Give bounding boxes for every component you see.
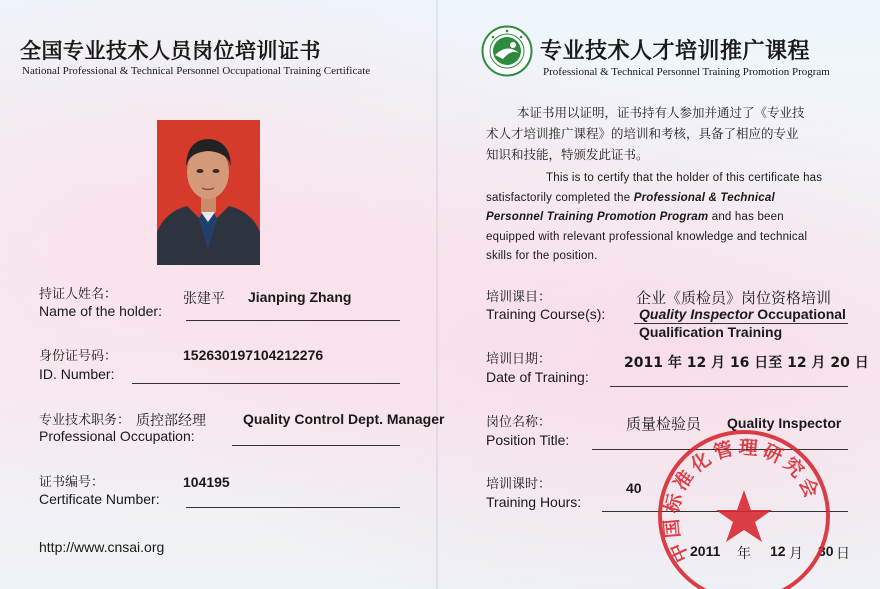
hours-label-en: Training Hours: bbox=[486, 494, 582, 510]
official-seal bbox=[654, 426, 834, 589]
hours-value: 40 bbox=[626, 480, 642, 496]
course-value-en-line-2: Qualification Training bbox=[639, 324, 783, 340]
cert-no-underline bbox=[186, 507, 400, 508]
id-label-en: ID. Number: bbox=[39, 366, 115, 382]
fold-line bbox=[436, 0, 438, 589]
id-label-cn: 身份证号码： bbox=[39, 349, 118, 364]
occupation-underline bbox=[232, 445, 400, 446]
holder-label-cn: 持证人姓名： bbox=[39, 287, 118, 302]
website-link[interactable]: http://www.cnsai.org bbox=[39, 539, 165, 555]
id-value: 152630197104212276 bbox=[183, 347, 324, 363]
hours-label-cn: 培训课时： bbox=[486, 477, 552, 492]
holder-label-en: Name of the holder: bbox=[39, 303, 162, 319]
intro-en-line-5: skills for the position. bbox=[486, 250, 598, 262]
id-underline bbox=[132, 383, 400, 384]
cert-no-value: 104195 bbox=[183, 474, 230, 490]
date-label-en: Date of Training: bbox=[486, 369, 589, 385]
intro-en-line-1: This is to certify that the holder of this certificate has bbox=[546, 172, 823, 184]
date-label-cn: 培训日期： bbox=[486, 352, 552, 367]
intro-cn-line-2: 术人才培训推广课程》的培训和考核，具备了相应的专业 bbox=[486, 126, 799, 141]
holder-underline bbox=[186, 320, 400, 321]
course-value-en-line-1 bbox=[639, 306, 846, 322]
course-label-en: Training Course(s): bbox=[486, 306, 606, 322]
holder-name-en: Jianping Zhang bbox=[248, 289, 352, 305]
intro-en-line-4: equipped with relevant professional knowledge and technical bbox=[486, 231, 808, 243]
holder-name-cn: 张建平 bbox=[183, 291, 225, 307]
occupation-label-en: Professional Occupation: bbox=[39, 428, 195, 444]
issue-month: 12 bbox=[770, 543, 786, 559]
issue-day-unit: 日 bbox=[836, 546, 850, 562]
seal-star-icon bbox=[716, 490, 772, 542]
intro-cn-line-1: 本证书用以证明，证书持有人参加并通过了《专业技 bbox=[517, 105, 805, 120]
program-logo-icon bbox=[481, 25, 533, 77]
intro-cn-line-3: 知识和技能，特颁发此证书。 bbox=[486, 147, 649, 162]
intro-en-program-2: Personnel Training Promotion Program bbox=[486, 211, 709, 223]
person-silhouette-icon bbox=[157, 120, 260, 265]
cert-no-label-cn: 证书编号： bbox=[39, 475, 105, 490]
left-title-cn: 全国专业技术人员岗位培训证书 bbox=[20, 38, 321, 63]
issue-day: 30 bbox=[818, 543, 834, 559]
issue-month-unit: 月 bbox=[789, 546, 803, 562]
intro-en-program-1: Professional & Technical bbox=[633, 192, 775, 204]
intro-en-line-3 bbox=[486, 208, 784, 227]
intro-en-2a: satisfactorily completed the bbox=[486, 192, 634, 204]
seal-text: 中国标准化管理研究会 bbox=[660, 436, 825, 566]
left-title-en: National Professional & Technical Personnel Occupational Training Certificate bbox=[22, 65, 371, 77]
position-value-cn: 质量检验员 bbox=[626, 415, 702, 433]
position-label-cn: 岗位名称： bbox=[486, 415, 552, 430]
course-value-cn: 企业《质检员》岗位资格培训 bbox=[636, 289, 832, 307]
occupation-value-cn: 质控部经理 bbox=[136, 413, 206, 429]
issue-year: 2011 bbox=[690, 543, 721, 559]
date-underline bbox=[610, 386, 848, 387]
holder-photo bbox=[157, 120, 260, 265]
position-label-en: Position Title: bbox=[486, 432, 570, 448]
right-title-cn: 专业技术人才培训推广课程 bbox=[540, 38, 811, 64]
issue-year-unit: 年 bbox=[737, 546, 751, 562]
course-value-en-rest: Occupational bbox=[753, 306, 846, 322]
course-value-en-italic: Quality Inspector bbox=[639, 306, 754, 322]
intro-en-line-2 bbox=[486, 189, 775, 208]
intro-en-3b: and has been bbox=[708, 211, 784, 223]
occupation-label-cn: 专业技术职务： bbox=[39, 413, 131, 428]
date-value: 2011 年 12 月 16 日至 12 月 20 日 bbox=[624, 355, 869, 371]
cert-no-label-en: Certificate Number: bbox=[39, 491, 160, 507]
course-label-cn: 培训课目： bbox=[486, 290, 552, 305]
right-title-en: Professional & Technical Personnel Training Promotion Program bbox=[543, 66, 830, 78]
occupation-value-en: Quality Control Dept. Manager bbox=[243, 411, 445, 427]
position-value-en: Quality Inspector bbox=[727, 415, 842, 431]
